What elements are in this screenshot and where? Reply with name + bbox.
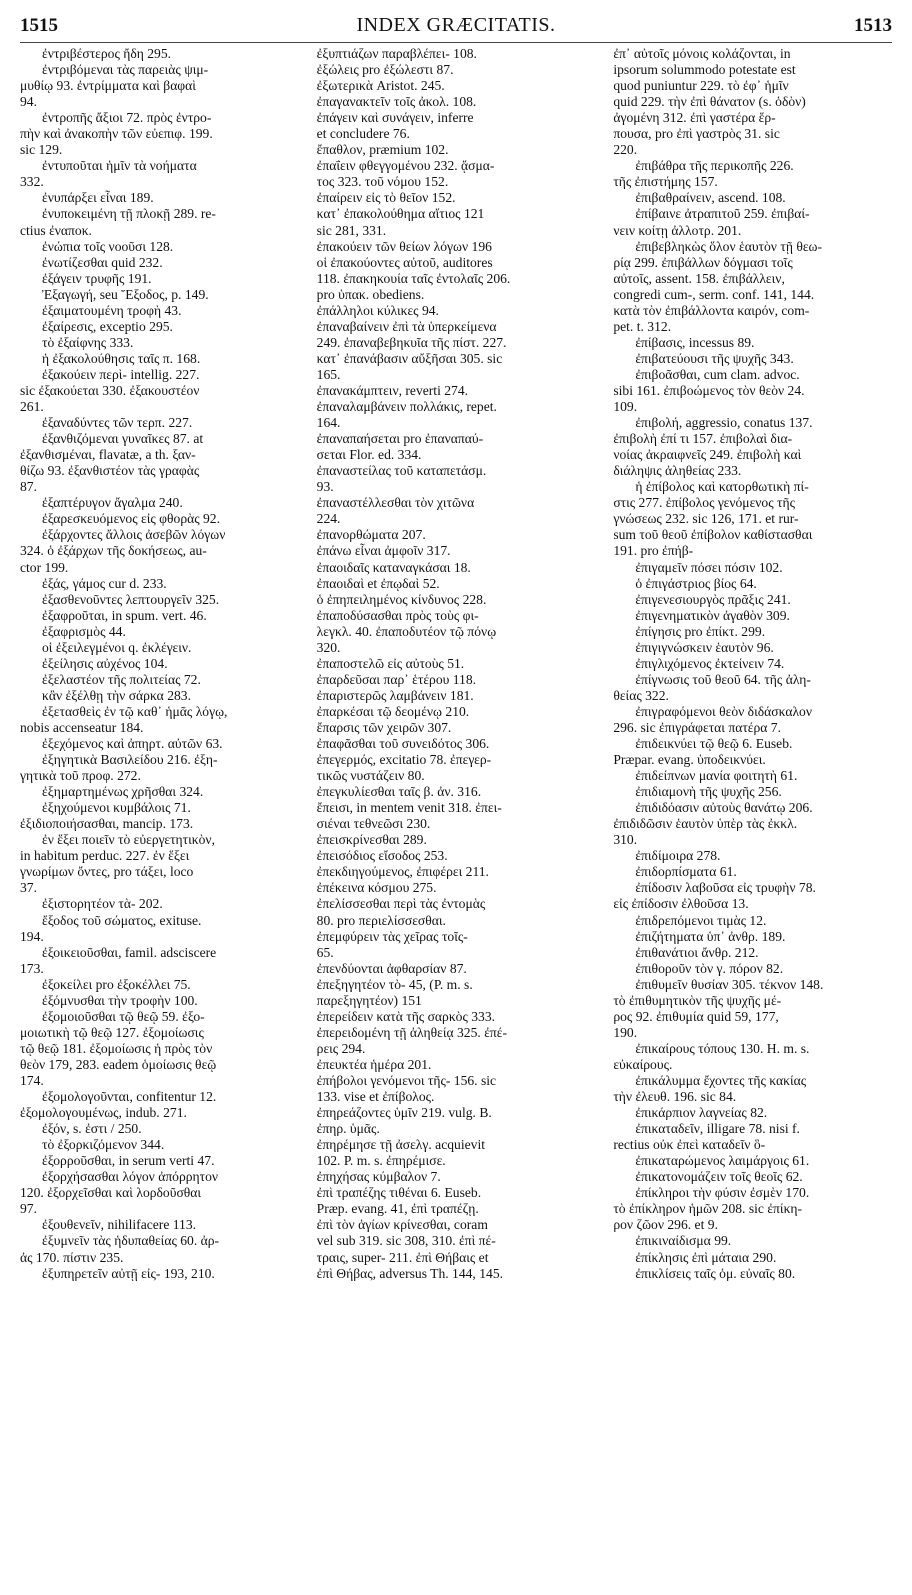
index-line: ἐπίβασις, incessus 89. [635,334,755,350]
index-line: 120. ἐξορχεῖσθαι καὶ λορδοῦσθαι [20,1185,202,1201]
index-line: ἐπεγκυλίεσθαι ταῖς β. ἀν. 316. [316,784,482,800]
index-line: ἐπεισόδιος εἴσοδος 253. [316,848,448,864]
index-line: νειν κοίτῃ ἀλλοτρ. 201. [613,222,742,238]
index-line: ἐπενδύονται ἀφθαρσίαν 87. [316,960,467,976]
index-line: ἐξάς, γάμος cur d. 233. [42,575,167,591]
index-line: ἐπήβολοι γενόμενοι τῆς- 156. sic [316,1073,497,1088]
index-line: 80. pro περιελίσσεσθαι. [316,912,446,928]
page-title: INDEX GRÆCITATIS. [356,14,556,36]
index-line: ctor 199. [20,559,69,575]
index-line: τὸ ἐξορκιζόμενον 344. [42,1137,165,1153]
index-line: κατ᾽ ἐπακολούθημα αἴτιος 121 [316,206,485,222]
index-line: ἐξώλεις pro ἐξώλεστι 87. [316,62,454,78]
index-line: et concludere 76. [316,126,410,142]
index-line: ἐπαρκέσαι τῷ δεομένῳ 210. [316,703,470,719]
index-line: ipsorum solummodo potestate est [613,62,796,78]
index-line: ἐξόμνυσθαι τὴν τροφὴν 100. [42,992,198,1008]
index-line: ἐπαποστελῶ εἰς αὐτοὺς 51. [316,655,465,671]
index-line: ἐπαναλαμβάνειν πολλάκις, repet. [316,399,497,415]
index-line: ἐπαοιδαῖς καταναγκάσαι 18. [316,559,471,575]
index-line: ἐπερείδειν κατὰ τῆς σαρκὸς 333. [316,1008,496,1024]
index-line: ἐντροπῆς ἄξιοι 72. πρὸς ἐντρο- [42,110,212,126]
index-line: ἐπιζήτηματα ὑπ᾽ ἀνθρ. 189. [635,928,786,944]
index-line: ἐξηγητικὰ Βασιλείδου 216. ἐξη- [42,752,218,768]
index-line: ἐπικλίσεις ταῖς ὁμ. εὐναῖς 80. [635,1265,796,1281]
index-line: 93. [316,479,334,495]
index-line: 249. ἐπαναβεβηκυῖα τῆς πίστ. 227. [316,334,507,350]
index-line: ἐπεισκρίνεσθαι 289. [316,832,427,848]
index-line: ἐντριβόμεναι τὰς παρειὰς ψιμ- [42,62,209,78]
index-line: ἐπικαταρώμενος λαιμάργοις 61. [635,1153,810,1169]
page-number-right: 1513 [854,15,892,36]
index-line: quid 229. τὴν ἐπὶ θάνατον (s. ὁδὸν) [613,94,806,110]
index-line: ἐξυπτιάζων παραβλέπει- 108. [316,46,477,61]
index-line: ἐξάρχοντες ἄλλοις ἀσεβῶν λόγων [42,527,226,543]
index-line: ἐξόν, s. ἐστι / 250. [42,1121,142,1137]
index-line: ἐπίβαινε ἀτραπιτοῦ 259. ἐπιβαί- [635,206,810,222]
index-line: 324. ὁ ἐξάρχων τῆς δοκήσεως, au- [20,543,207,559]
index-line: 296. sic ἐπιγράφεται πατέρα 7. [613,719,782,735]
index-line: ἐξιδιοποιήσασθαι, mancip. 173. [20,816,194,832]
index-line: Ἐξαγωγή, seu Ἔξοδος, p. 149. [42,286,209,302]
index-line: 191. pro ἐπήβ- [613,543,694,559]
index-line: 165. [316,366,341,382]
index-line: ρον ζῶον 296. et 9. [613,1217,718,1233]
index-line: ἐπιβολὴ ἐπί τι 157. ἐπιβολαὶ δια- [613,431,793,447]
index-line: pet. t. 312. [613,318,672,334]
page-number-left: 1515 [20,15,58,36]
index-line: ἐπαναστέλλεσθαι τὸν χιτῶνα [316,495,475,511]
index-line: 261. [20,399,44,415]
index-line: rectius οὐκ ἐπεὶ καταδεῖν ὃ- [613,1137,766,1153]
index-line: ἐξαφροῦται, in spum. vert. 46. [42,607,207,623]
index-line: θίζω 93. ἐξανθιστέον τὰς γραφὰς [20,463,200,479]
index-line: ἐπαγανακτεῖν τοῖς ἀκολ. 108. [316,94,477,110]
index-line: ἐπιθυμεῖν θυσίαν 305. τέκνον 148. [635,976,824,992]
index-line: τραις, super- 211. ἐπὶ Θήβαις et [316,1249,489,1265]
index-line: ἐπεξηγητέον τὸ- 45, (P. m. s. [316,976,473,992]
index-line: ἐπιδιαμονὴ τῆς ψυχῆς 256. [635,784,782,800]
index-line: 164. [316,415,341,431]
index-line: τὸ ἐπίκληρον ἡμῶν 208. sic ἐπίκη- [613,1201,803,1217]
index-line: ἐπεμφύρειν τὰς χεῖρας τοῖς- [316,928,468,944]
index-line: ἐξεχόμενος καὶ ἀπηρτ. αὐτῶν 63. [42,736,223,752]
index-line: ἐξιστορητέον τὰ- 202. [42,896,163,912]
index-line: ἐπίκληροι τὴν φύσιν ἐσμὲν 170. [635,1185,810,1201]
index-line: ἐπαναστείλας τοῦ καταπετάσμ. [316,463,487,479]
index-line: ἐπίγησις pro ἐπίκτ. 299. [635,623,766,639]
index-line: ἐπιβοᾶσθαι, cum clam. advoc. [635,366,800,382]
index-line: κἂν ἐξέλθῃ τὴν σάρκα 283. [42,687,191,703]
index-line: ἐξάγειν τρυφῆς 191. [42,270,152,286]
index-line: congredi cum-, serm. conf. 141, 144. [613,286,815,302]
index-line: εἰς ἐπίδοσιν ἐλθοῦσα 13. [613,896,749,912]
index-line: ἐπὶ τὸν ἁγίων κρίνεσθαι, coram [316,1217,488,1233]
index-line: ἐξανθισμέναι, flavatæ, a th. ξαν- [20,447,196,463]
index-line: ἐπιβολή, aggressio, conatus 137. [635,415,813,431]
index-line: ἔξοδος τοῦ σώματος, exituse. [42,912,202,928]
index-line: 87. [20,479,37,495]
index-line: ἐπιθοροῦν τὸν γ. πόρον 82. [635,960,784,976]
index-line: ἐξοκείλει pro ἐξοκέλλει 75. [42,976,191,992]
index-line: 332. [20,174,44,190]
index-line: ὁ ἐπιγάστριος βίος 64. [635,575,757,591]
index-line: μυθίῳ 93. ἐντρίμματα καὶ βαφαὶ [20,78,196,94]
index-line: θείας 322. [613,687,669,703]
index-line: ἐπέκεινα κόσμου 275. [316,880,437,896]
index-line: Præp. evang. 41, ἐπὶ τραπέζῃ. [316,1201,479,1217]
index-line: νοίας ἀκραιφνεῖς 249. ἐπιβολὴ καὶ [613,447,802,463]
index-line: 220. [613,142,638,158]
index-column-2 [317,46,596,1585]
index-line: τὴν ἐλευθ. 196. sic 84. [613,1089,737,1105]
index-line: ἐνυπάρξει εἶναι 189. [42,190,154,206]
index-line: ἐξορχήσασθαι λόγον ἀπόρρητον [42,1169,219,1185]
index-line: ἐνυποκειμένη τῇ πλοκῇ 289. re- [42,206,216,222]
index-line: οἱ ἐξειλεγμένοι q. ἐκλέγειν. [42,639,192,655]
index-line: ἐπιδεικνύει τῷ θεῷ 6. Euseb. [635,736,793,752]
index-line: 65. [316,944,334,960]
index-line: τὸ ἐπιθυμητικὸν τῆς ψυχῆς μέ- [613,992,782,1008]
index-line: ἐπιβατεύουσι τῆς ψυχῆς 343. [635,350,794,366]
index-line: αὐτοῖς, assent. 158. ἐπιβάλλειν, [613,270,785,286]
index-line: pro ὑπακ. obediens. [316,286,425,302]
index-line: ἐπιδίμοιρα 278. [635,848,721,864]
index-line: ἐξαναδύντες τῶν τερπ. 227. [42,415,193,431]
index-line: κατ᾽ ἐπανάβασιν αὔξῆσαι 305. sic [316,350,503,366]
index-line: ἐπικαταδεῖν, illigare 78. nisi f. [635,1121,800,1137]
running-header [20,14,892,40]
index-line: γητικὰ τοῦ προφ. 272. [20,768,141,784]
index-line: ἀς 170. πίστιν 235. [20,1249,124,1265]
index-line: ἐνώπια τοῖς νοοῦσι 128. [42,238,174,254]
index-line: ἐπικαίρους τόπους 130. H. m. s. [635,1040,810,1056]
index-line: κατὰ τὸν ἐπιβάλλοντα καιρόν, com- [613,302,810,318]
index-line: ἐπάνω εἶναι ἀμφοῖν 317. [316,543,451,559]
index-line: διάληψις ἀληθείας 233. [613,463,742,479]
index-line: ἐπιγιγνώσκειν ἑαυτὸν 96. [635,639,774,655]
index-line: ἐπιγαμεῖν πόσει πόσιν 102. [635,559,783,575]
index-line: τῷ θεῷ 181. ἐξομοίωσις ἡ πρὸς τὸν [20,1040,213,1056]
index-line: ἐξομοιοῦσθαι τῷ θεῷ 59. ἐξο- [42,1008,205,1024]
index-line: ἐξοικειοῦσθαι, famil. adsciscere [42,944,217,960]
index-line: ἐπιδιδῶσιν ἑαυτὸν ὑπὲρ τὰς ἐκκλ. [613,816,798,832]
index-line: ἐπηχήσας κύμβαλον 7. [316,1169,441,1185]
index-line: ἐπαοιδαὶ et ἐπῳδαὶ 52. [316,575,440,591]
index-line: ἐπιγλιχόμενος ἐκτείνειν 74. [635,655,785,671]
index-line: 173. [20,960,44,976]
index-line: ἐξελαστέον τῆς πολιτείας 72. [42,671,201,687]
index-line: ἐπιδορπίσματα 61. [635,864,737,880]
index-line: ἔπαθλον, præmium 102. [316,142,449,158]
index-line: ἐξείλησις αὐχένος 104. [42,655,168,671]
index-line: στις 277. ἐπίβολος γενόμενος τῆς [613,495,795,511]
index-line: 310. [613,832,638,848]
index-line: ἐπιγραφόμενοι θεὸν διδάσκαλον [635,703,812,719]
index-line: ρίᾳ 299. ἐπιβάλλων δόγμασι τοῖς [613,254,793,270]
index-line: ρεις 294. [316,1040,366,1056]
index-line: τὸ ἐξαίφνης 333. [42,334,134,350]
index-line: ἐπαναβαίνειν ἐπὶ τὰ ὑπερκείμενα [316,318,497,334]
header-rule [20,42,892,43]
index-line: ἐπάλληλοι κύλικες 94. [316,302,439,318]
index-line: 174. [20,1073,44,1088]
index-line: ἐξαίρεσις, exceptio 295. [42,318,173,334]
index-line: ἐπίδοσιν λαβοῦσα εἰς τρυφὴν 78. [635,880,816,896]
index-line: 94. [20,94,37,110]
index-line: ἐπιδρεπόμενοι τιμὰς 12. [635,912,767,928]
index-line: θεὸν 179, 283. eadem ὁμοίωσις θεῷ [20,1056,217,1072]
index-line: ἐπιδιδόασιν αὐτοὺς θανάτῳ 206. [635,800,813,816]
index-line: ἐπεγερμός, excitatio 78. ἐπεγερ- [316,752,492,768]
index-line: ἐξαφρισμὸς 44. [42,623,126,639]
index-line: ρος 92. ἐπιθυμία quid 59, 177, [613,1008,779,1024]
index-line: 118. ἐπακηκουία ταῖς ἐντολαῖς 206. [316,270,511,286]
index-line: ἡ ἐξακολούθησις ταῖς π. 168. [42,350,201,366]
index-line: 97. [20,1201,37,1217]
index-line: 190. [613,1024,638,1040]
index-line: ἔπαρσις τῶν χειρῶν 307. [316,719,452,735]
index-line: πὴν καὶ ἀνακοπὴν τῶν εὐεπιφ. 199. [20,126,213,142]
index-line: ἐξωτερικὰ Aristot. 245. [316,78,445,94]
index-line: ἐνωτίζεσθαι quid 232. [42,254,163,270]
index-line: ἐπάγειν καὶ συνάγειν, inferre [316,110,474,126]
index-line: 194. [20,928,44,944]
index-line: ἐπαφᾶσθαι τοῦ συνειδότος 306. [316,736,490,752]
index-line: quod puniuntur 229. τὸ ἐφ᾽ ἡμῖν [613,78,789,94]
index-line: sibi 161. ἐπιβοώμενος τὸν θεὸν 24. [613,382,805,398]
index-line: in habitum perduc. 227. ἐν ἕξει [20,848,190,864]
index-columns [20,46,892,1585]
index-line: ἐντριβέστερος ἤδη 295. [42,46,172,61]
index-line: 224. [316,511,341,527]
index-line: ἐπιβαθραίνειν, ascend. 108. [635,190,786,206]
index-line: μοιωτικὴ τῷ θεῷ 127. ἐξομοίωσις [20,1024,204,1040]
index-line: ἐξαιματουμένη τροφὴ 43. [42,302,182,318]
index-line: ἐξακούειν περὶ- intellig. 227. [42,366,200,382]
index-line: vel sub 319. sic 308, 310. ἐπὶ πέ- [316,1233,496,1249]
index-line: ἔπεισι, in mentem venit 318. ἐπει- [316,800,502,816]
index-line: ἐξανθιζόμεναι γυναῖκες 87. at [42,431,204,447]
index-line: ἐντυποῦται ἡμῖν τὰ νοήματα [42,158,197,174]
index-line: ἐπαποδύσασθαι πρὸς τοὺς φι- [316,607,479,623]
index-line: ἐπεκδιηγούμενος, ἐπιφέρει 211. [316,864,489,880]
index-line: ἐν ἕξει ποιεῖν τὸ εὐεργετητικὸν, [42,832,215,848]
index-line: ctius ἐναποκ. [20,222,92,238]
index-line: ἐπικατονομάζειν τοῖς θεοῖς 62. [635,1169,803,1185]
index-line: ἐπανορθώματα 207. [316,527,426,543]
index-line: ἐπὶ Θήβας, adversus Th. 144, 145. [316,1265,504,1281]
index-line: 320. [316,639,341,655]
index-line: sic ἐξακούεται 330. ἐξακουστέον [20,382,200,398]
index-line: ἐξασθενοῦντες λεπτουργεῖν 325. [42,591,220,607]
index-line: 102. P. m. s. ἐπηρέμισε. [316,1153,446,1169]
index-line: ἐπιθανάτιοι ἄνθρ. 212. [635,944,759,960]
index-line: ἐπίκλησις ἐπὶ μάταια 290. [635,1249,777,1265]
index-line: τος 323. τοῦ νόμου 152. [316,174,449,190]
index-line: ἐπιγενηματικὸν ἀγαθὸν 309. [635,607,790,623]
index-line: ἐπαίρειν εἰς τὸ θεῖον 152. [316,190,456,206]
index-line: ἐπαρδεῦσαι παρ᾽ ἑτέρου 118. [316,671,477,687]
index-line: τικῶς νυστάζειν 80. [316,768,425,784]
index-line: nobis accenseatur 184. [20,719,144,735]
index-line: ἐξομολογουμένως, indub. 271. [20,1105,187,1121]
index-line: σιέναι τεθνεῶσι 230. [316,816,431,832]
index-line: ἡ ἐπίβολος καὶ κατορθωτικὴ πί- [635,479,809,495]
index-line: ἐπηρ. ὑμᾶς. [316,1121,380,1137]
index-line: ἐπικιναίδισμα 99. [635,1233,732,1249]
index-line: ὁ ἐπηπειλημένος κίνδυνος 228. [316,591,487,607]
index-line: ἐπίγνωσις τοῦ θεοῦ 64. τῆς ἀλη- [635,671,811,687]
index-column-1 [20,46,299,1585]
index-line: σεται Flor. ed. 334. [316,447,422,463]
index-line: ἐπικάρπιον λαγνείας 82. [635,1105,768,1121]
index-line: τῆς ἐπιστήμης 157. [613,174,718,190]
index-line: Præpar. evang. ὑποδεικνύει. [613,752,766,768]
index-line: ἀγομένη 312. ἐπὶ γαστέρα ἕρ- [613,110,776,126]
index-column-3 [613,46,892,1585]
index-line: ἐξετασθεὶς ἐν τῷ καθ᾽ ἡμᾶς λόγῳ, [42,703,228,719]
index-line: παρεξηγητέον) 151 [316,992,422,1008]
index-line: ἐξυπηρετεῖν αὐτῇ εἰς- 193, 210. [42,1265,215,1281]
index-line: ἐξημαρτημένως χρῆσθαι 324. [42,784,204,800]
index-line: ἐπηρεάζοντες ὑμῖν 219. vulg. B. [316,1105,492,1121]
index-line: πουσα, pro ἐπὶ γαστρὸς 31. sic [613,126,780,142]
index-line: οἱ ἐπακούοντες αὐτοῦ, auditores [316,254,493,270]
index-line: ἐπελίσσεσθαι περὶ τὰς ἐντομὰς [316,896,486,912]
index-line: ἐπαΐειν φθεγγομένου 232. ᾄσμα- [316,158,495,174]
index-line: ἐξουθενεῖν, nihilifacere 113. [42,1217,197,1233]
index-line: ἐπηρέμησε τῇ ἀσελγ. acquievit [316,1137,486,1153]
index-line: ἐπαριστερῶς λαμβάνειν 181. [316,687,474,703]
index-line: ἐπιγενεσιουργὸς πρᾶξις 241. [635,591,791,607]
index-line: ἐξηχούμενοι κυμβάλοις 71. [42,800,191,816]
index-line: λεγκλ. 40. ἐπαποδυτέον τῷ πόνῳ [316,623,497,639]
index-line: ἐξυμνεῖν τὰς ἡδυπαθείας 60. ἀρ- [42,1233,220,1249]
index-line: ἐπανακάμπτειν, reverti 274. [316,382,469,398]
index-line: ἐξορροῦσθαι, in serum verti 47. [42,1153,215,1169]
index-line: ἐπευκτέα ἡμέρα 201. [316,1056,432,1072]
index-line: ἐξαπτέρυγον ἄγαλμα 240. [42,495,183,511]
index-line: ἐπιδείπνων μανία φοιτητὴ 61. [635,768,798,784]
index-line: εὐκαίρους. [613,1056,673,1072]
index-line: ἐπὶ τραπέζης τιθέναι 6. Euseb. [316,1185,482,1201]
index-line: γνώσεως 232. sic 126, 171. et rur- [613,511,799,527]
index-line: ἐπερειδομένη τῇ ἀληθείᾳ 325. ἐπέ- [316,1024,508,1040]
index-line: ἐπ᾽ αὐτοῖς μόνοις κολάζονται, in [613,46,791,61]
index-line: ἐπακούειν τῶν θείων λόγων 196 [316,238,492,254]
index-line: γνωρίμων ὄντες, pro τάξει, loco [20,864,194,880]
index-line: sic 281, 331. [316,222,387,238]
index-line: 37. [20,880,37,896]
index-line: ἐξομολογοῦνται, confitentur 12. [42,1089,217,1105]
index-line: sum τοῦ θεοῦ ἐπίβολον καθίστασθαι [613,527,813,543]
index-line: ἐξαρεσκευόμενος εἰς φθορὰς 92. [42,511,220,527]
index-line: ἐπιβάθρα τῆς περικοπῆς 226. [635,158,794,174]
index-line: 133. vise et ἐπίβολος. [316,1089,435,1105]
index-line: ἐπιβεβληκὼς ὅλον ἑαυτὸν τῇ θεω- [635,238,823,254]
index-line: ἐπαναπαήσεται pro ἐπαναπαύ- [316,431,484,447]
index-line: ἐπικάλυμμα ἔχοντες τῆς κακίας [635,1073,807,1088]
index-line: 109. [613,399,638,415]
index-line: sic 129. [20,142,63,158]
